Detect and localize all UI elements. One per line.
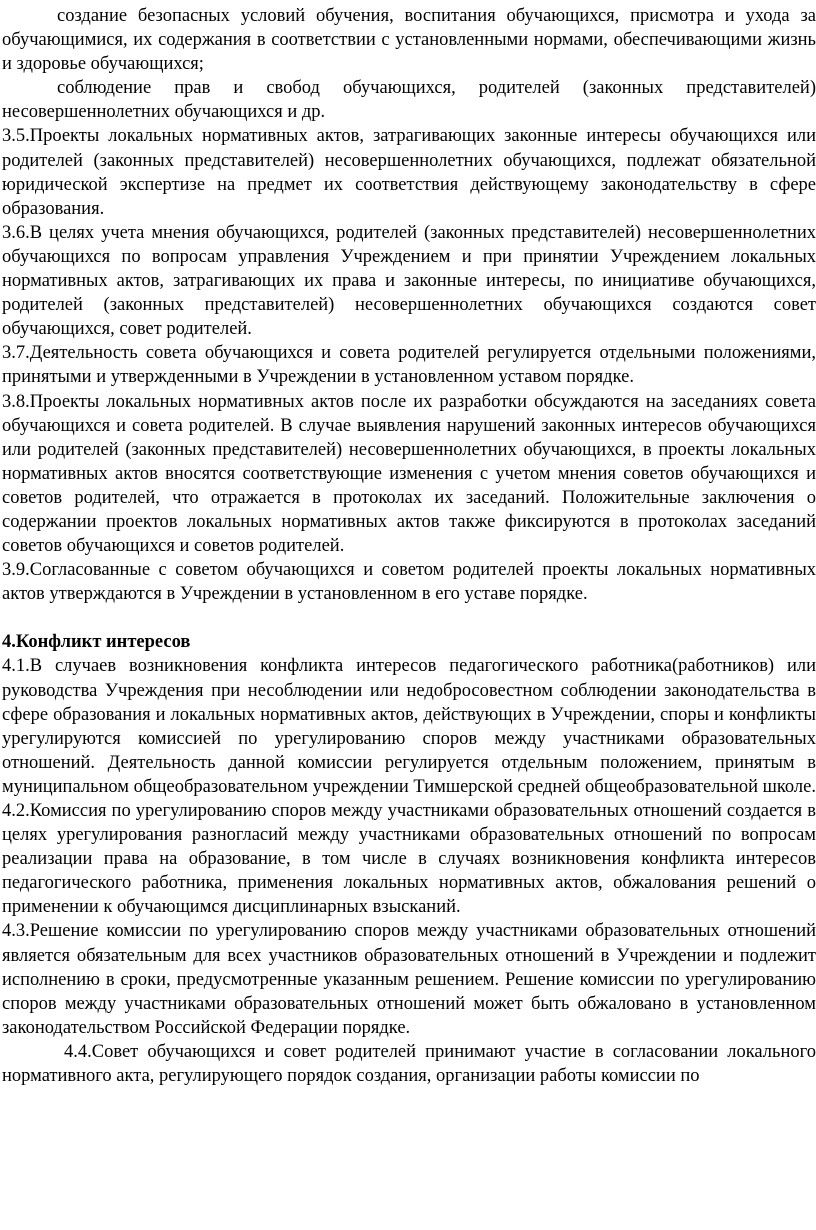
- paragraph-3-9: 3.9.Согласованные с советом обучающихся и советом родителей проекты локальных нормативных актов утверждаются в Учреждении в установленном в его уставе порядке.: [2, 560, 816, 605]
- paragraph-4-3: 4.3.Решение комиссии по урегулированию споров между участниками образовательных отношений является обязательным для всех участников образовательных отношений в Учреждении и подлежит исполнению в сроки, предусмотренные указанным решением. Решение комиссии по урегулированию споров между участниками образовательных отношений может быть обжаловано в установленном законодательством Российской Федерации порядке.: [2, 921, 816, 1038]
- section-heading: 4.Конфликт интересов: [2, 632, 191, 653]
- paragraph-4-2: 4.2.Комиссия по урегулированию споров между участниками образовательных отношений создается в целях урегулирования разногласий между участниками образовательных отношений по вопросам реализации права на образование, в том числе в случаях возникновения конфликта интересов педагогического работника, применения локальных нормативных актов, обжалования решений о применении к обучающимся дисциплинарных взысканий.: [2, 801, 816, 918]
- paragraph-4-1: 4.1.В случаев возникновения конфликта интересов педагогического работника(работников) или руководства Учреждения при несоблюдении или недобросовестном соблюдении законодательства в сфере образования и локальных нормативных актов, действующих в Учреждении, споры и конфликты урегулируются комиссией по урегулированию споров между участниками образовательных отношений. Деятельность данной комиссии регулируется отдельным положением, принятым в муниципальном общеобразовательном учреждении Тимшерской средней общеобразовательной школе.: [2, 656, 816, 797]
- paragraph-rights: соблюдение прав и свобод обучающихся, родителей (законных представителей) несовершеннолетних обучающихся и др.: [2, 78, 816, 123]
- paragraph-3-5: 3.5.Проекты локальных нормативных актов, затрагивающих законные интересы обучающихся или родителей (законных представителей) несовершеннолетних обучающихся, подлежат обязательной юридической экспертизе на предмет их соответствия действующему законодательству в сфере образования.: [2, 126, 816, 219]
- section-4-body: [2, 654, 816, 1088]
- paragraph-3-7: 3.7.Деятельность совета обучающихся и совета родителей регулируется отдельными положениями, принятыми и утвержденными в Учреждении в установленном уставом порядке.: [2, 343, 816, 388]
- paragraph-3-6: 3.6.В целях учета мнения обучающихся, родителей (законных представителей) несовершеннолетних обучающихся по вопросам управления Учреждением и при принятии Учреждением локальных нормативных актов, затрагивающих их права и законные интересы, по инициативе обучающихся, родителей (законных представителей) несовершеннолетних обучающихся создаются совет обучающихся, совет родителей.: [2, 222, 816, 340]
- paragraph-safe-conditions: создание безопасных условий обучения, воспитания обучающихся, присмотра и ухода за обучающимися, их содержания в соответствии с установленными нормами, обеспечивающими жизнь и здоровье обучающихся;: [2, 6, 816, 75]
- paragraph-4-4: 4.4.Совет обучающихся и совет родителей принимают участие в согласовании локального нормативного акта, регулирующего порядок создания, организации работы комиссии по: [2, 1041, 816, 1087]
- section-3-continuation: [2, 4, 816, 606]
- paragraph-3-8: 3.8.Проекты локальных нормативных актов после их разработки обсуждаются на заседаниях совета обучающихся и совета родителей. В случае выявления нарушений законных интересов обучающихся или родителей (законных представителей) несовершеннолетних обучающихся, в проекты локальных нормативных актов вносятся соответствующие изменения с учетом мнения советов обучающихся и советов родителей, что отражается в протоколах их заседаний. Положительные заключения о содержании проектов локальных нормативных актов также фиксируются в протоколах заседаний советов обучающихся и советов родителей.: [2, 391, 816, 557]
